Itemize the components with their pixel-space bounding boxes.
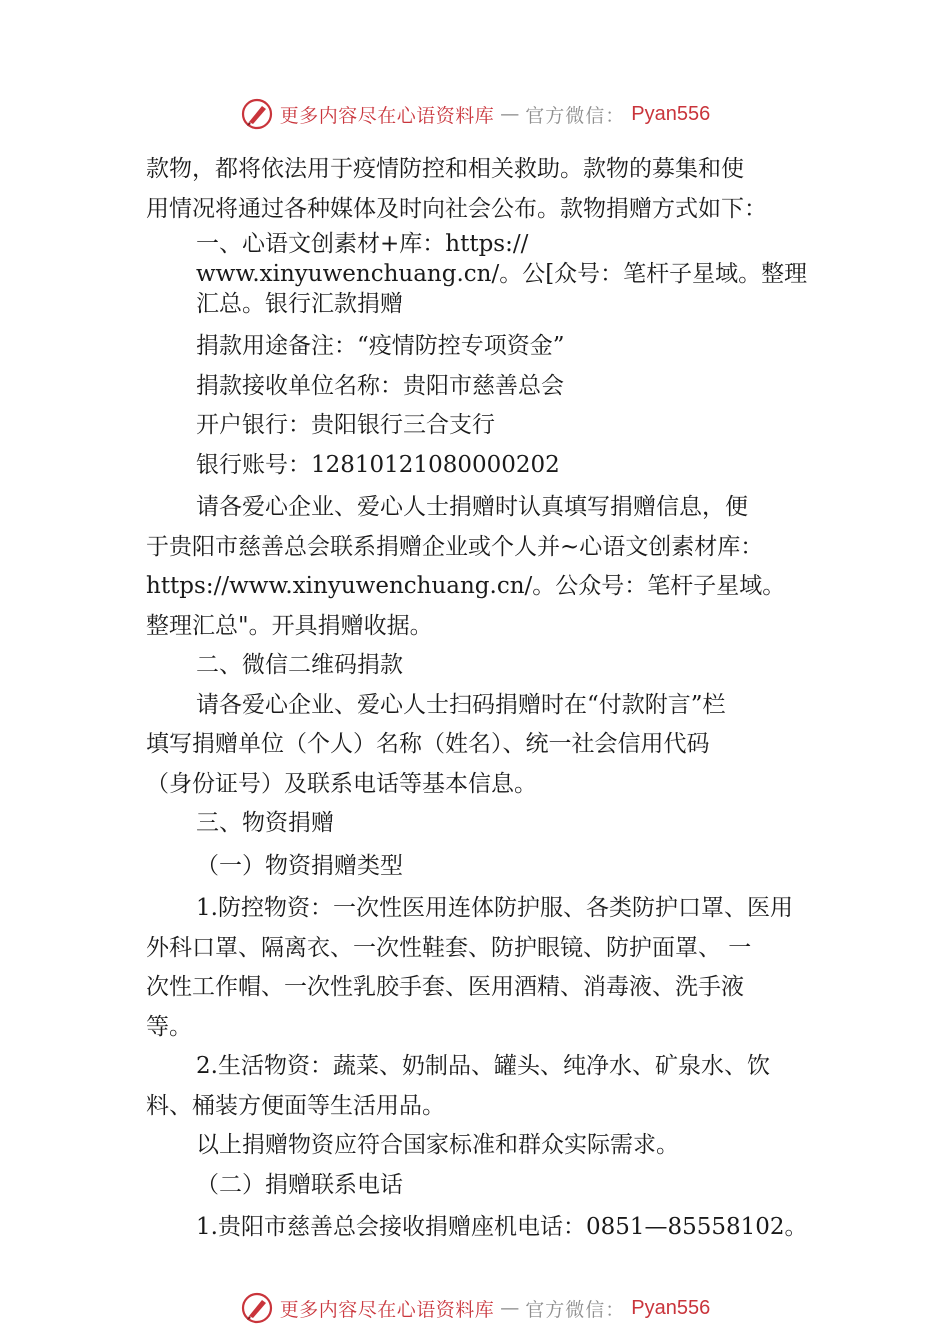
paragraph-line: 银行账号：12810121080000202 <box>196 451 560 478</box>
banner-text: 更多内容尽在心语资料库 <box>279 1298 495 1321</box>
banner-separator: — <box>500 1297 520 1319</box>
pen-logo-icon <box>240 97 274 131</box>
footer-banner <box>0 1288 950 1328</box>
paragraph-line: 填写捐赠单位（个人）名称（姓名）、统一社会信用代码 <box>146 731 710 757</box>
banner-text: 更多内容尽在心语资料库 <box>279 104 495 127</box>
paragraph-line: 次性工作帽、一次性乳胶手套、医用酒精、消毒液、洗手液 <box>146 974 744 1000</box>
paragraph-line: 一、心语文创素材+库：https:// <box>196 231 529 257</box>
pen-logo-icon <box>240 1291 274 1325</box>
header-banner <box>0 94 950 134</box>
paragraph-line: （身份证号）及联系电话等基本信息。 <box>146 770 537 797</box>
document-body <box>146 150 818 1248</box>
paragraph-line: 捐款用途备注：“疫情防控专项资金” <box>196 333 565 359</box>
paragraph-line: 于贵阳市慈善总会联系捐赠企业或个人并~心语文创素材库： <box>146 533 764 560</box>
paragraph-line: 1.防控物资：一次性医用连体防护服、各类防护口罩、医用 <box>196 895 793 921</box>
banner-wechat-id: Pyan556 <box>631 102 711 125</box>
paragraph-line: 2.生活物资：蔬菜、奶制品、罐头、纯净水、矿泉水、饮 <box>196 1053 770 1079</box>
paragraph-line: 整理汇总"。开具捐赠收据。 <box>146 612 433 639</box>
paragraph-line: 请各爱心企业、爱心人士捐赠时认真填写捐赠信息，便 <box>196 494 748 520</box>
paragraph-line: 等。 <box>146 1013 192 1040</box>
paragraph-line: （二）捐赠联系电话 <box>196 1171 403 1198</box>
paragraph-line: 汇总。银行汇款捐赠 <box>196 291 403 317</box>
banner-wechat-label: 官方微信： <box>525 104 626 127</box>
banner-wechat-label: 官方微信： <box>525 1298 626 1321</box>
banner-wechat-id: Pyan556 <box>631 1296 711 1319</box>
paragraph-line: 二、微信二维码捐款 <box>196 652 403 678</box>
paragraph-line: 款物，都将依法用于疫情防控和相关救助。款物的募集和使 <box>146 156 744 182</box>
paragraph-line: （一）物资捐赠类型 <box>196 852 403 879</box>
paragraph-line: 外科口罩、隔离衣、一次性鞋套、防护眼镜、防护面罩、 一 <box>146 934 752 961</box>
paragraph-line: 请各爱心企业、爱心人士扫码捐赠时在“付款附言”栏 <box>196 691 726 718</box>
paragraph-line: 用情况将通过各种媒体及时向社会公布。款物捐赠方式如下： <box>146 195 767 222</box>
paragraph-line: www.xinyuwenchuang.cn/。公[众号：笔杆子星域。整理 <box>196 261 808 287</box>
paragraph-line: 以上捐赠物资应符合国家标准和群众实际需求。 <box>196 1132 679 1158</box>
paragraph-line: 捐款接收单位名称：贵阳市慈善总会 <box>196 372 564 399</box>
paragraph-line: 开户银行：贵阳银行三合支行 <box>196 412 495 438</box>
paragraph-line: 料、桶装方便面等生活用品。 <box>146 1092 445 1119</box>
banner-separator: — <box>500 103 520 125</box>
paragraph-line: 1.贵阳市慈善总会接收捐赠座机电话：0851—85558102。 <box>196 1214 808 1240</box>
paragraph-line: 三、物资捐赠 <box>196 810 334 836</box>
paragraph-line: https://www.xinyuwenchuang.cn/。公众号：笔杆子星域。 <box>146 573 786 599</box>
